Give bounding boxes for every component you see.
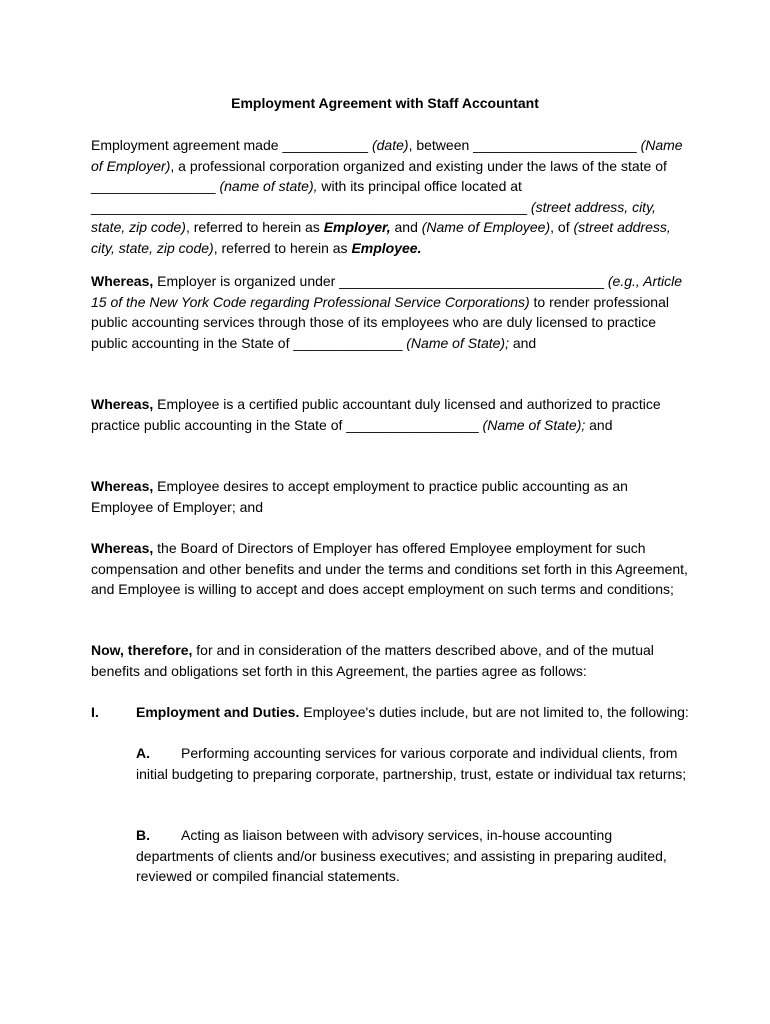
employee-term: Employee. <box>351 239 422 256</box>
whereas-text: and <box>585 416 613 433</box>
state-hint: (Name of State); <box>402 334 509 351</box>
item-text: Acting as liaison between with advisory services, in-house accounting departments of clients and/or business executives; and assisting in preparing audited, reviewed or compiled financial statements. <box>136 827 667 884</box>
intro-text: , between <box>408 137 474 153</box>
state-hint: (name of state), <box>215 178 318 194</box>
section-1 <box>91 702 691 723</box>
state-blank: ________________ <box>91 178 216 194</box>
therefore-paragraph <box>91 640 691 681</box>
whereas-text: Employee is a certified public accountant duly licensed and authorized to practice practice public accounting in the State of <box>91 396 661 433</box>
whereas-paragraph-2 <box>91 394 691 435</box>
date-hint: (date) <box>368 137 409 153</box>
whereas-paragraph-4 <box>91 538 691 600</box>
section-heading: Employment and Duties. <box>136 704 300 720</box>
whereas-label: Whereas, <box>91 478 154 494</box>
intro-text: Employment agreement made <box>91 137 283 153</box>
whereas-text: and <box>508 334 537 351</box>
whereas-paragraph-1 <box>91 271 691 353</box>
whereas-text: to render professional public accounting services through those of its employees who are duly licensed to practice public accounting in the State of <box>91 293 669 351</box>
intro-text: , referred to herein as <box>213 239 352 256</box>
law-hint: (e.g., Article 15 of the New York Code regarding Professional Service Corporations) <box>91 273 683 310</box>
section-text: Employee's duties include, but are not limited to, the following: <box>299 704 689 720</box>
whereas-label: Whereas, <box>91 396 154 412</box>
state-hint: (Name of State); <box>478 416 586 433</box>
document-title: Employment Agreement with Staff Accountant <box>231 95 539 111</box>
item-a <box>136 743 691 784</box>
employer-name-hint: (Name of Employer) <box>91 137 683 174</box>
employee-address-hint: (street address, city, state, zip code) <box>91 219 671 256</box>
intro-text: , referred to herein as <box>185 219 324 235</box>
intro-paragraph <box>91 135 691 258</box>
intro-text: , a professional corporation organized and existing under the laws of the state of <box>170 157 667 174</box>
state-blank: ______________ <box>293 334 403 351</box>
section-number: I. <box>91 704 99 720</box>
whereas-text: Employee desires to accept employment to practice public accounting as an Employee of Employer; and <box>91 478 628 515</box>
whereas-label: Whereas, <box>91 540 154 556</box>
law-blank: __________________________________ <box>339 273 604 289</box>
therefore-label: Now, therefore, <box>91 642 193 658</box>
whereas-paragraph-3 <box>91 476 691 517</box>
item-number: A. <box>136 745 150 761</box>
intro-text: , of <box>550 219 574 235</box>
therefore-text: for and in consideration of the matters described above, and of the mutual benefits and obligations set forth in this Agreement, the parties agree as follows: <box>91 642 654 679</box>
intro-text: with its principal office located at <box>317 178 522 194</box>
whereas-text: Employer is organized under <box>153 273 340 289</box>
date-blank: ___________ <box>282 137 369 153</box>
address-blank: ________________________________________________________ <box>91 198 528 215</box>
item-text: Performing accounting services for various corporate and individual clients, from initial budgeting to preparing corporate, partnership, trust, estate or individual tax returns; <box>136 745 687 782</box>
address-hint: (street address, city, state, zip code) <box>91 198 656 235</box>
state-blank: _________________ <box>346 416 479 433</box>
employee-name-hint: (Name of Employee) <box>421 219 551 235</box>
employer-term: Employer, <box>323 219 391 235</box>
whereas-label: Whereas, <box>91 273 154 289</box>
whereas-text: the Board of Directors of Employer has offered Employee employment for such compensation and other benefits and under the terms and conditions set forth in this Agreement, and Employee is willing to accept and does accept employment on such terms and conditions; <box>91 540 688 597</box>
item-number: B. <box>136 827 150 843</box>
employer-name-blank: _____________________ <box>473 137 637 153</box>
intro-text: and <box>390 219 422 235</box>
item-b <box>136 825 691 887</box>
